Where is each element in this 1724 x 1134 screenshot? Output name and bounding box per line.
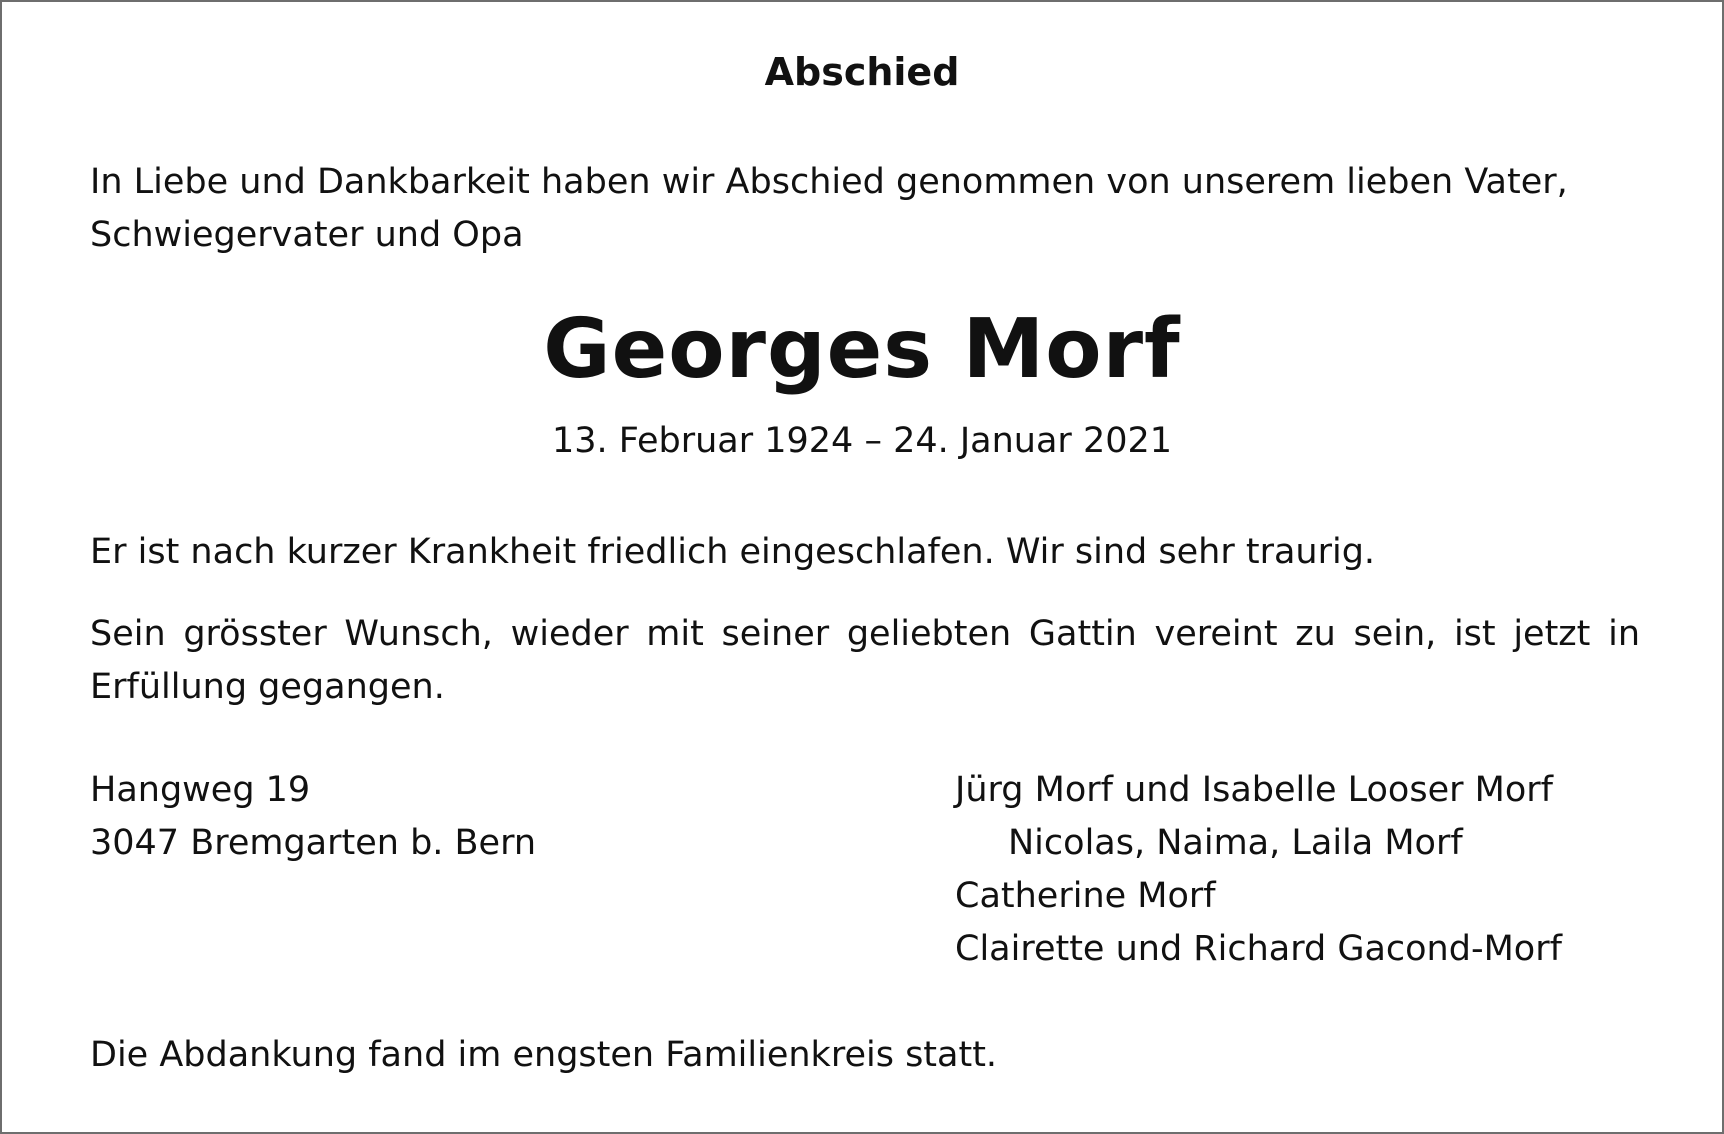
family-line-2: Nicolas, Naima, Laila Morf [1008, 823, 1463, 863]
address-street: Hangweg 19 [90, 770, 311, 810]
intro-line-1: In Liebe und Dankbarkeit haben wir Abschied genommen von unserem lieben Vater, [90, 162, 1568, 202]
family-line-4: Clairette und Richard Gacond-Morf [955, 929, 1562, 969]
family-signatures [955, 764, 1562, 976]
paragraph-1: Er ist nach kurzer Krankheit friedlich eingeschlafen. Wir sind sehr traurig. [90, 532, 1376, 572]
address-block [90, 764, 536, 870]
deceased-name: Georges Morf [543, 302, 1181, 397]
family-line-1: Jürg Morf und Isabelle Looser Morf [955, 770, 1553, 810]
intro-line-2: Schwiegervater und Opa [90, 215, 524, 255]
life-dates: 13. Februar 1924 – 24. Januar 2021 [551, 421, 1173, 461]
family-line-3: Catherine Morf [955, 876, 1216, 916]
notice-heading: Abschied [764, 50, 960, 94]
closing-text: Die Abdankung fand im engsten Familienkreis statt. [90, 1035, 998, 1075]
paragraph-2: Sein grösster Wunsch, wieder mit seiner geliebten Gattin vereint zu sein, ist jetzt in Erfüllung gegangen. [90, 614, 1640, 707]
intro-text [90, 156, 1568, 262]
address-city: 3047 Bremgarten b. Bern [90, 823, 537, 863]
